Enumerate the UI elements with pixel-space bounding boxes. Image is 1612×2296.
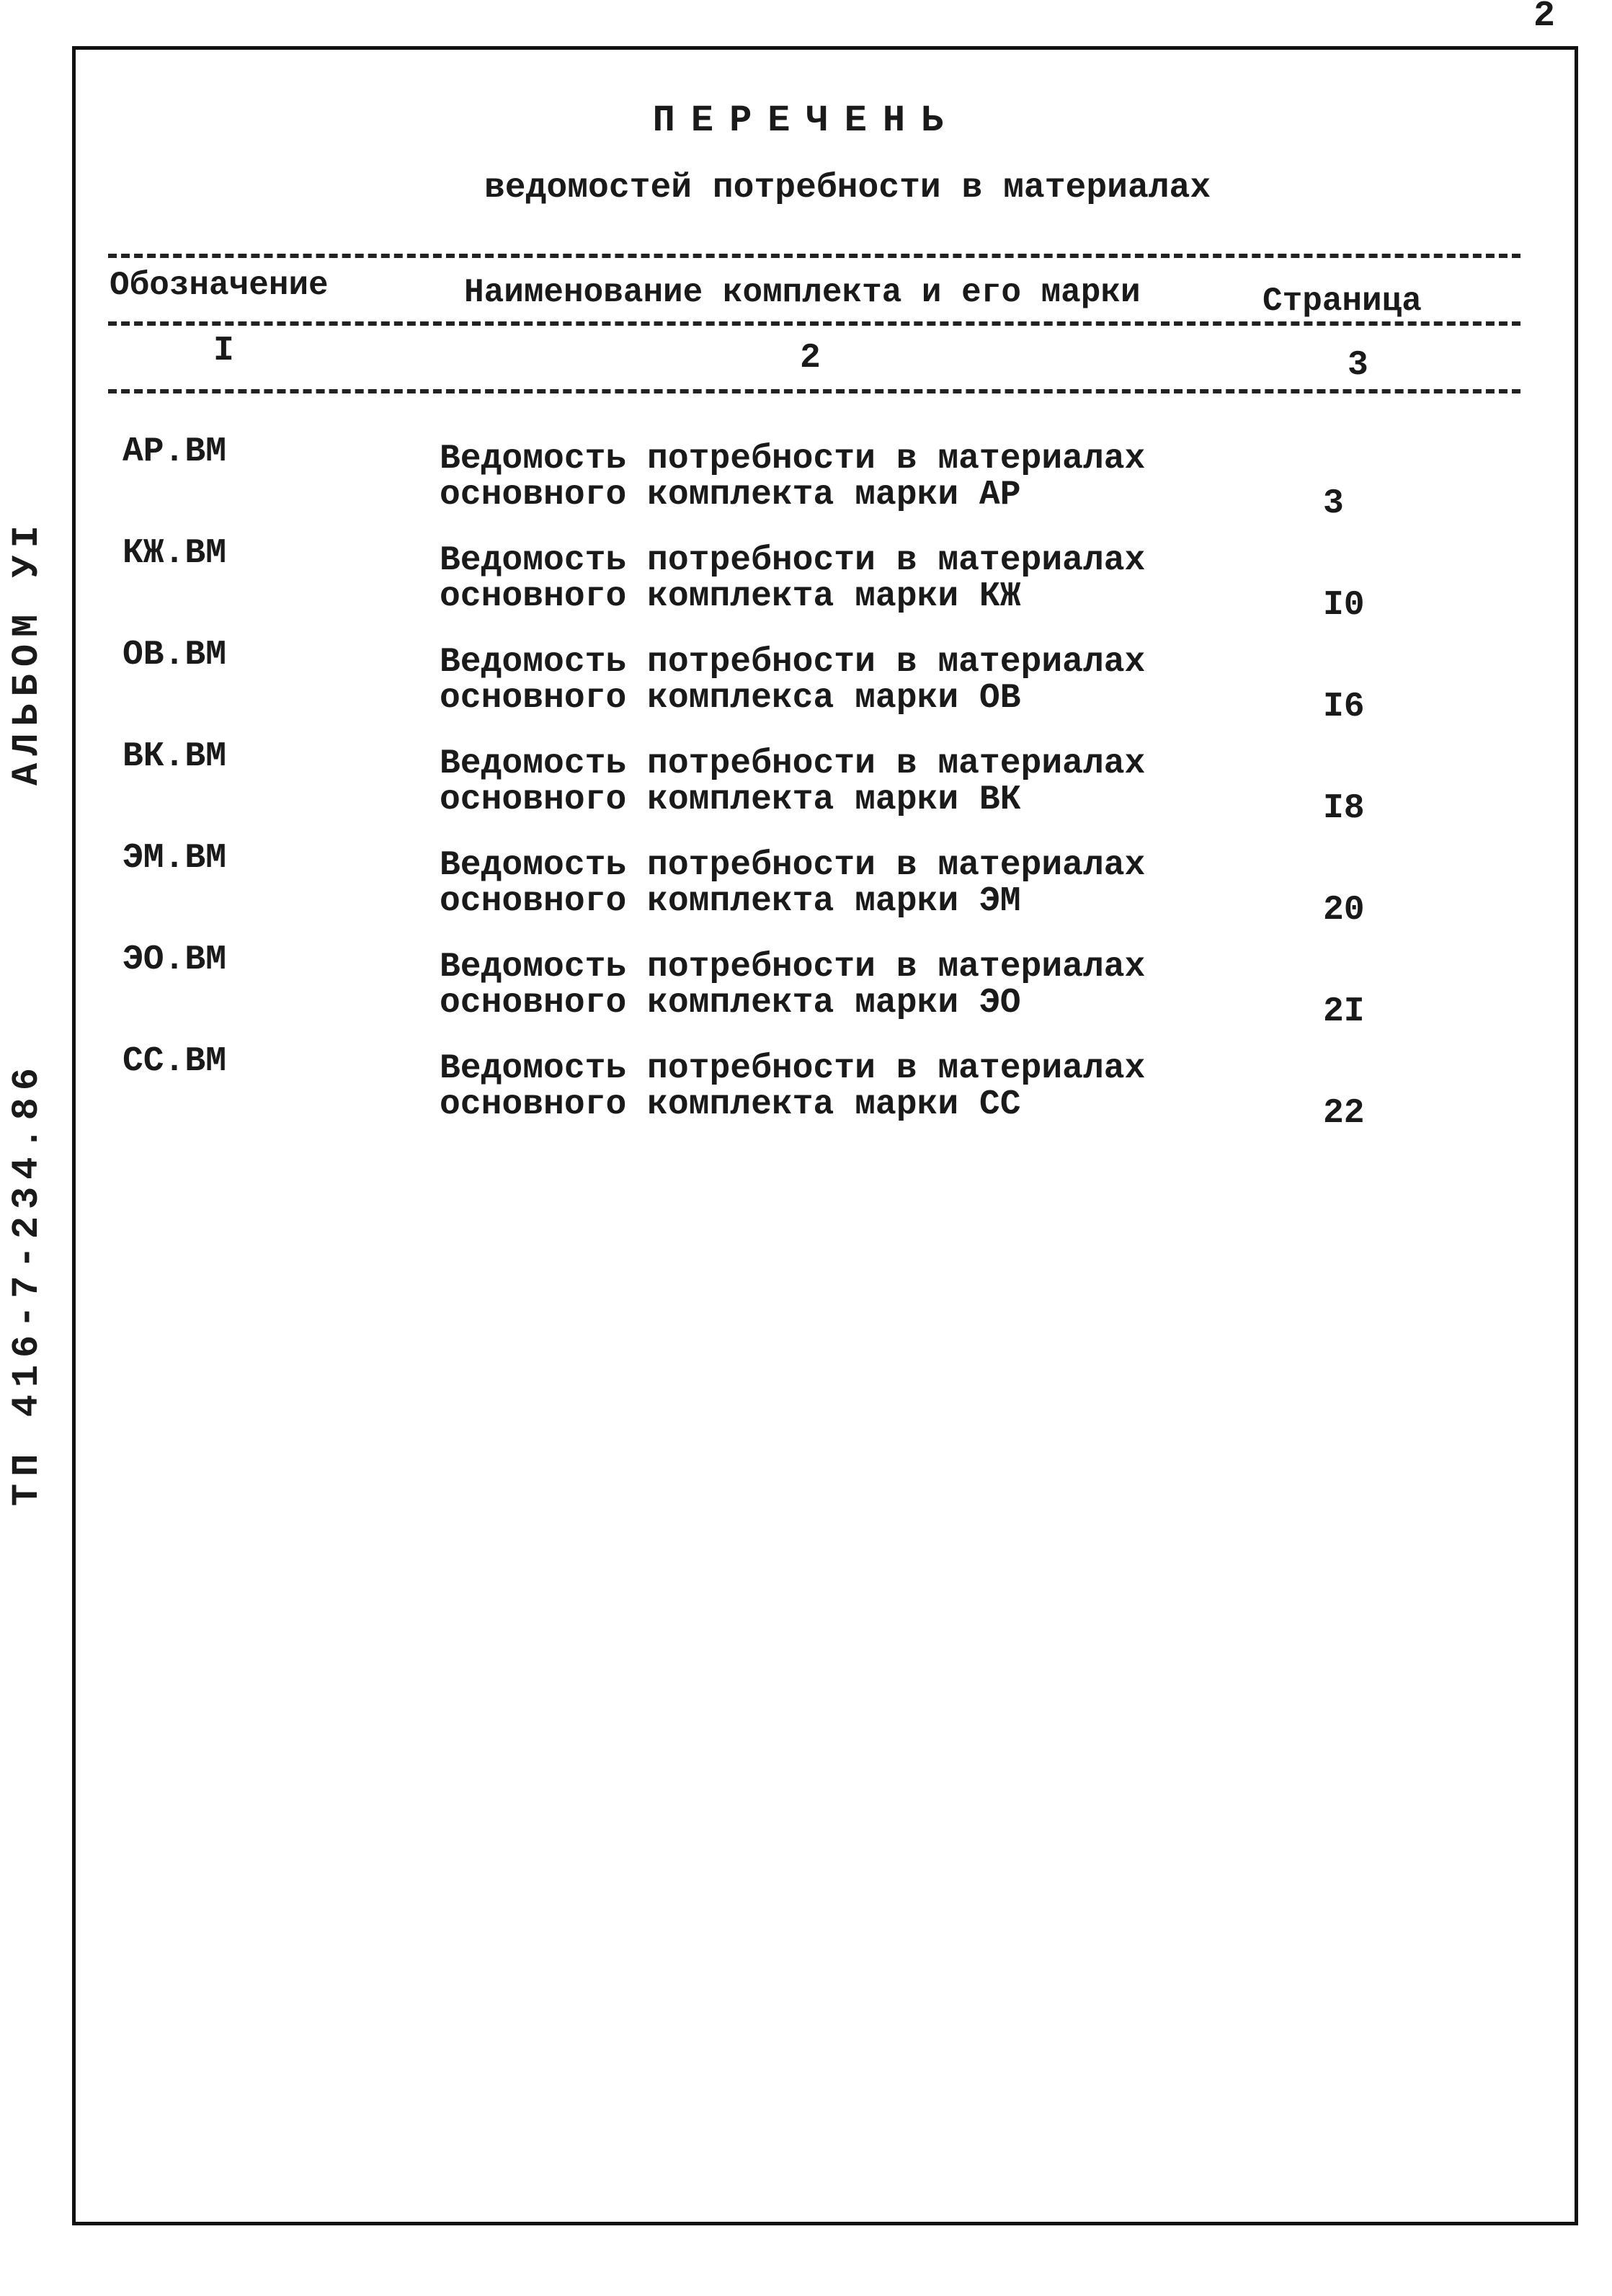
row-name	[440, 441, 1145, 513]
column-number-2: 2	[800, 339, 821, 378]
album-label: АЛЬБОМ УI	[6, 518, 48, 786]
row-code: КЖ.ВМ	[123, 534, 227, 573]
table-row	[0, 940, 1612, 1042]
row-page: 3	[1323, 484, 1344, 523]
row-name	[440, 949, 1145, 1021]
row-page: 20	[1323, 891, 1365, 930]
table-body	[0, 432, 1612, 1144]
table-row	[0, 432, 1612, 534]
row-name-line1: Ведомость потребности в материалах	[440, 948, 1146, 987]
table-row	[0, 737, 1612, 839]
row-page: 2I	[1323, 992, 1365, 1031]
row-name	[440, 847, 1145, 920]
table-row	[0, 839, 1612, 940]
column-number-3: 3	[1348, 346, 1368, 385]
header-designation: Обозначение	[110, 267, 329, 304]
row-name	[440, 644, 1145, 716]
row-name-line2: основного комплекта марки ВК	[440, 780, 1021, 819]
row-name	[440, 1051, 1145, 1123]
row-name-line1: Ведомость потребности в материалах	[440, 1049, 1146, 1088]
row-page: I0	[1323, 586, 1365, 625]
row-name-line2: основного комплекта марки ЭМ	[440, 882, 1021, 921]
project-code: ТП 416-7-234.86	[6, 1060, 48, 1506]
header-name: Наименование комплекта и его марки	[464, 274, 1141, 311]
column-number-1: I	[213, 332, 234, 370]
document-title: ПЕРЕЧЕНЬ	[652, 99, 960, 142]
row-page: 22	[1323, 1094, 1365, 1133]
row-code: СС.ВМ	[123, 1042, 227, 1081]
row-name-line1: Ведомость потребности в материалах	[440, 643, 1146, 682]
row-name-line1: Ведомость потребности в материалах	[440, 541, 1146, 580]
row-page: I8	[1323, 789, 1365, 828]
row-code: ВК.ВМ	[123, 737, 227, 776]
page-number: 2	[1533, 0, 1556, 37]
row-code: ЭМ.ВМ	[123, 839, 227, 878]
document-subtitle: ведомостей потребности в материалах	[484, 169, 1211, 208]
row-code: АР.ВМ	[123, 432, 227, 471]
header-divider-bottom	[108, 389, 1520, 393]
row-name-line2: основного комплекта марки АР	[440, 476, 1021, 515]
table-row	[0, 534, 1612, 636]
row-code: ЭО.ВМ	[123, 940, 227, 979]
header-divider-middle	[108, 321, 1520, 326]
row-code: ОВ.ВМ	[123, 636, 227, 675]
row-name	[440, 746, 1145, 818]
row-name-line2: основного комплекта марки СС	[440, 1085, 1021, 1124]
header-divider-top	[108, 254, 1520, 258]
row-name-line2: основного комплекта марки КЖ	[440, 577, 1021, 616]
table-row	[0, 636, 1612, 737]
table-row	[0, 1042, 1612, 1144]
row-name-line2: основного комплекса марки ОВ	[440, 679, 1021, 718]
row-name-line1: Ведомость потребности в материалах	[440, 744, 1146, 783]
row-page: I6	[1323, 688, 1365, 726]
header-page: Страница	[1263, 282, 1422, 320]
row-name	[440, 543, 1145, 615]
row-name-line1: Ведомость потребности в материалах	[440, 846, 1146, 885]
row-name-line2: основного комплекта марки ЭО	[440, 984, 1021, 1023]
row-name-line1: Ведомость потребности в материалах	[440, 440, 1146, 479]
